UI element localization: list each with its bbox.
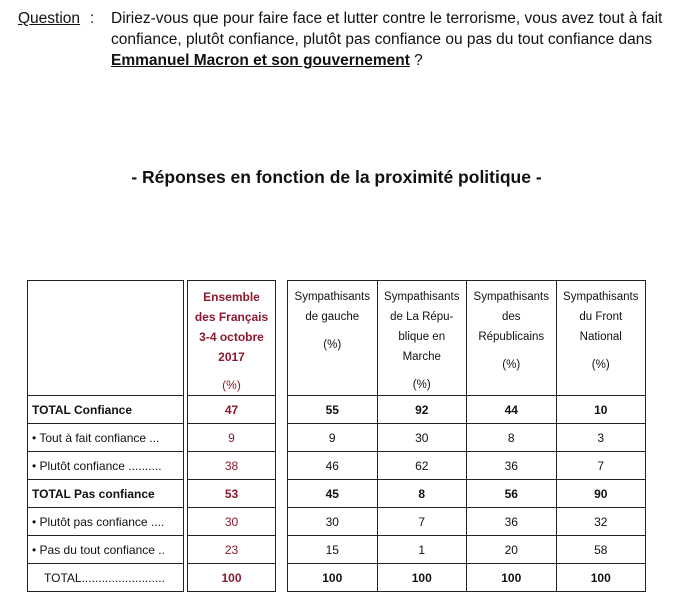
question-text-bold: Emmanuel Macron et son gouvernement [111,52,410,69]
table-row [288,480,646,508]
group-header-cell [556,281,646,396]
question-text [111,8,663,71]
group-value: 15 [288,536,378,564]
group-value: 8 [467,424,557,452]
row-label: • Plutôt confiance .......... [28,452,184,480]
table-row [288,564,646,592]
header-line: des [501,311,521,323]
header-line: 2017 [218,350,245,364]
group-value: 8 [377,480,467,508]
ensemble-value: 9 [188,424,276,452]
group-value: 90 [556,480,646,508]
header-line: 3-4 octobre [199,330,264,344]
header-line: de gauche [305,311,360,323]
ensemble-value: 47 [188,396,276,424]
group-header-cell [377,281,467,396]
group-value: 44 [467,396,557,424]
table-row [188,480,276,508]
group-value: 46 [288,452,378,480]
table-row [288,396,646,424]
header-line: National [579,331,622,343]
row-labels-table [27,280,184,592]
question-label: Question [18,10,81,27]
group-value: 20 [467,536,557,564]
groups-table [287,280,646,592]
ensemble-value: 23 [188,536,276,564]
group-value: 32 [556,508,646,536]
subtitle: - Réponses en fonction de la proximité politique - [131,167,542,187]
group-value: 45 [288,480,378,508]
table-row [188,396,276,424]
group-value: 30 [288,508,378,536]
header-line: Ensemble [203,290,260,304]
table-row [288,424,646,452]
table-row [28,536,184,564]
row-label: TOTAL......................... [28,564,184,592]
table-row [188,452,276,480]
group-value: 58 [556,536,646,564]
table-row [188,424,276,452]
header-row [28,281,184,396]
group-value: 7 [377,508,467,536]
ensemble-value: 53 [188,480,276,508]
table-row [288,536,646,564]
row-label: TOTAL Pas confiance [28,480,184,508]
table-row [188,508,276,536]
ensemble-header-cell [188,281,276,396]
unit-label: (%) [412,379,431,391]
question-text-after: ? [409,52,423,69]
table-row [28,452,184,480]
group-value: 36 [467,452,557,480]
group-value: 62 [377,452,467,480]
unit-label: (%) [591,359,610,371]
table-row [28,508,184,536]
table-row [28,564,184,592]
group-value: 100 [467,564,557,592]
header-empty-cell [28,281,184,396]
header-line: du Front [579,311,623,323]
unit-label: (%) [222,378,241,392]
group-header-cell [288,281,378,396]
header-line: blique en [398,331,446,343]
group-value: 30 [377,424,467,452]
row-label: • Pas du tout confiance .. [28,536,184,564]
table-row [28,480,184,508]
table-row [288,452,646,480]
group-value: 7 [556,452,646,480]
table-row [28,396,184,424]
header-line: Marche [402,351,441,363]
group-value: 36 [467,508,557,536]
table-row [28,424,184,452]
header-line: Républicains [478,331,545,343]
header-row [188,281,276,396]
row-label: • Tout à fait confiance ... [28,424,184,452]
table-row [188,564,276,592]
header-line: Sympathisants [294,291,370,303]
table-row [188,536,276,564]
group-header-cell [467,281,557,396]
question-colon: : [90,10,95,27]
ensemble-value: 100 [188,564,276,592]
group-value: 10 [556,396,646,424]
table-row [288,508,646,536]
group-value: 3 [556,424,646,452]
ensemble-table [187,280,276,592]
group-value: 1 [377,536,467,564]
group-value: 56 [467,480,557,508]
header-line: Sympathisants [473,291,549,303]
unit-label: (%) [502,359,521,371]
group-value: 55 [288,396,378,424]
header-line: Sympathisants [563,291,639,303]
header-line: Sympathisants [384,291,460,303]
question-text-before: Diriez-vous que pour faire face et lutter contre le terrorisme, vous avez tout à fait confiance, plutôt confiance, plutôt pas confiance ou pas du tout confiance dans [111,10,663,48]
ensemble-value: 38 [188,452,276,480]
header-row [288,281,646,396]
header-line: des Français [194,310,269,324]
header-line: de La Répu- [390,311,454,323]
group-value: 100 [377,564,467,592]
row-label: TOTAL Confiance [28,396,184,424]
ensemble-value: 30 [188,508,276,536]
group-value: 100 [556,564,646,592]
group-value: 92 [377,396,467,424]
group-value: 100 [288,564,378,592]
group-value: 9 [288,424,378,452]
row-label: • Plutôt pas confiance .... [28,508,184,536]
unit-label: (%) [323,339,342,351]
